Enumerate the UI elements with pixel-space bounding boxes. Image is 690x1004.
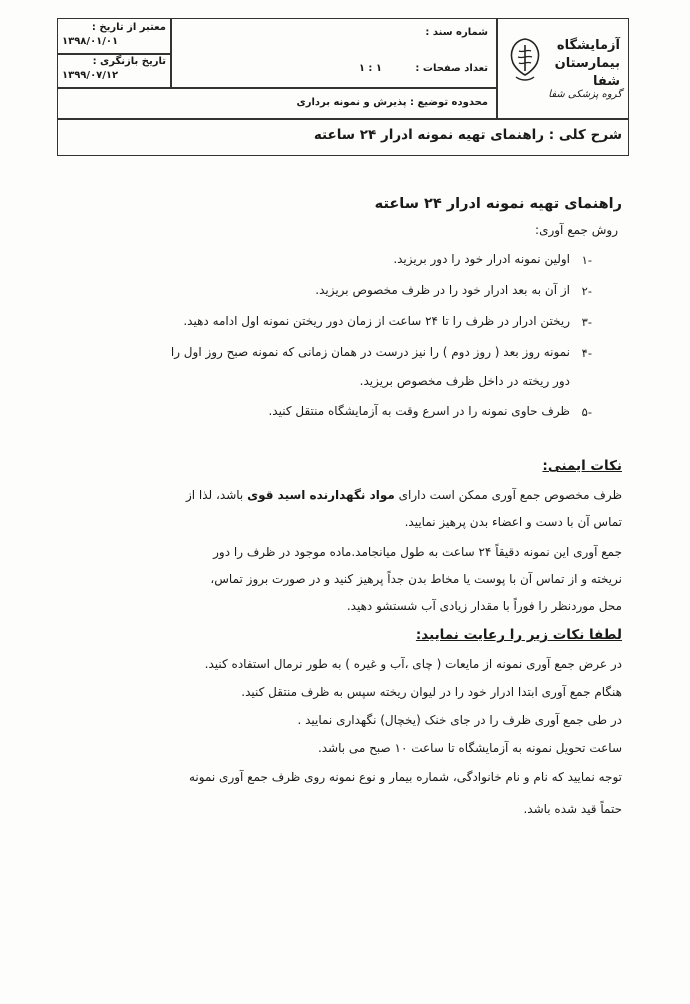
step-number: -۲ [581, 284, 592, 298]
lab-logo-area [497, 19, 628, 119]
step-text: اولین نمونه ادرار خود را دور بریزید. [393, 252, 570, 266]
step-text: از آن به بعد ادرار خود را در ظرف مخصوص بریزید. [315, 283, 570, 297]
safety-line: جمع آوری این نمونه دقیقاً ۲۴ ساعت به طول میانجامد.ماده موجود در ظرف را دور [213, 545, 622, 559]
acid-warning-emphasis: مواد نگهدارنده اسید قوی [247, 488, 395, 502]
step-number: -۱ [581, 253, 592, 267]
method-heading: روش جمع آوری: [535, 223, 618, 237]
group-signature: گروه پزشکی شفا [548, 89, 622, 100]
document-header-table [57, 18, 629, 156]
safety-heading: نکات ایمنی: [542, 458, 622, 474]
step-number: -۵ [581, 405, 592, 419]
note-line: حتماً قید شده باشد. [523, 802, 622, 816]
pages-value: ۱ : ۱ [358, 63, 382, 74]
lab-name: آزمایشگاه بیمارستان شفا [554, 38, 620, 89]
note-line: ساعت تحویل نمونه به آزمایشگاه تا ساعت ۱۰ صبح می باشد. [317, 741, 622, 755]
note-line: توجه نمایید که نام و نام خانوادگی، شماره بیمار و نوع نمونه روی ظرف جمع آوری نمونه [188, 770, 622, 784]
step-number: -۴ [581, 346, 592, 360]
page-title: راهنمای تهیه نمونه ادرار ۲۴ ساعته [374, 196, 622, 212]
note-line: هنگام جمع آوری ابتدا ادرار خود را در لیوان ریخته سپس به ظرف منتقل کنید. [241, 685, 622, 699]
step-number: -۳ [581, 315, 592, 329]
valid-from-label: معتبر از تاریخ : [91, 22, 166, 33]
revision-date-label: تاریخ بازنگری : [92, 56, 166, 67]
revision-date-value: ۱۳۹۹/۰۷/۱۲ [62, 70, 119, 81]
step-text: ظرف حاوی نمونه را در اسرع وقت به آزمایشگاه منتقل کنید. [268, 404, 570, 418]
note-line: در عرض جمع آوری نمونه از مایعات ( چای ،آب و غیره ) به طور نرمال استفاده کنید. [204, 657, 622, 671]
note-line: در طی جمع آوری ظرف را در جای خنک (یخچال) نگهداری نمایید . [297, 713, 622, 727]
step-text: ریختن ادرار در ظرف را تا ۲۴ ساعت از زمان دور ریختن نمونه اول ادامه دهید. [183, 314, 570, 328]
scope-field: محدوده توضیع : پذیرش و نمونه برداری [296, 97, 488, 108]
safety-line: ظرف مخصوص جمع آوری ممکن است دارای مواد نگهدارنده اسید قوی باشد، لذا از [185, 488, 622, 502]
doc-number-label: شماره سند : [425, 27, 488, 38]
notes-heading: لطفا نکات زیر را رعایت نمایید: [415, 627, 622, 643]
pages-label: تعداد صفحات : [415, 63, 488, 74]
safety-line: نریخته و از تماس آن با پوست یا مخاط بدن جداً پرهیز کنید و در صورت بروز تماس، [210, 572, 622, 586]
step-text: نمونه روز بعد ( روز دوم ) را نیز درست در همان زمانی که نمونه صبح روز اول را [170, 345, 570, 359]
hospital-emblem-icon [505, 35, 545, 85]
general-description: شرح کلی : راهنمای تهیه نمونه ادرار ۲۴ ساعته [313, 127, 622, 143]
step-text-continuation: دور ریخته در داخل ظرف مخصوص بریزید. [359, 374, 570, 388]
valid-from-value: ۱۳۹۸/۰۱/۰۱ [62, 36, 119, 47]
safety-line: تماس آن با دست و اعضاء بدن پرهیز نمایید. [404, 515, 622, 529]
safety-line: محل موردنظر را فوراً با مقدار زیادی آب شستشو دهید. [346, 599, 622, 613]
